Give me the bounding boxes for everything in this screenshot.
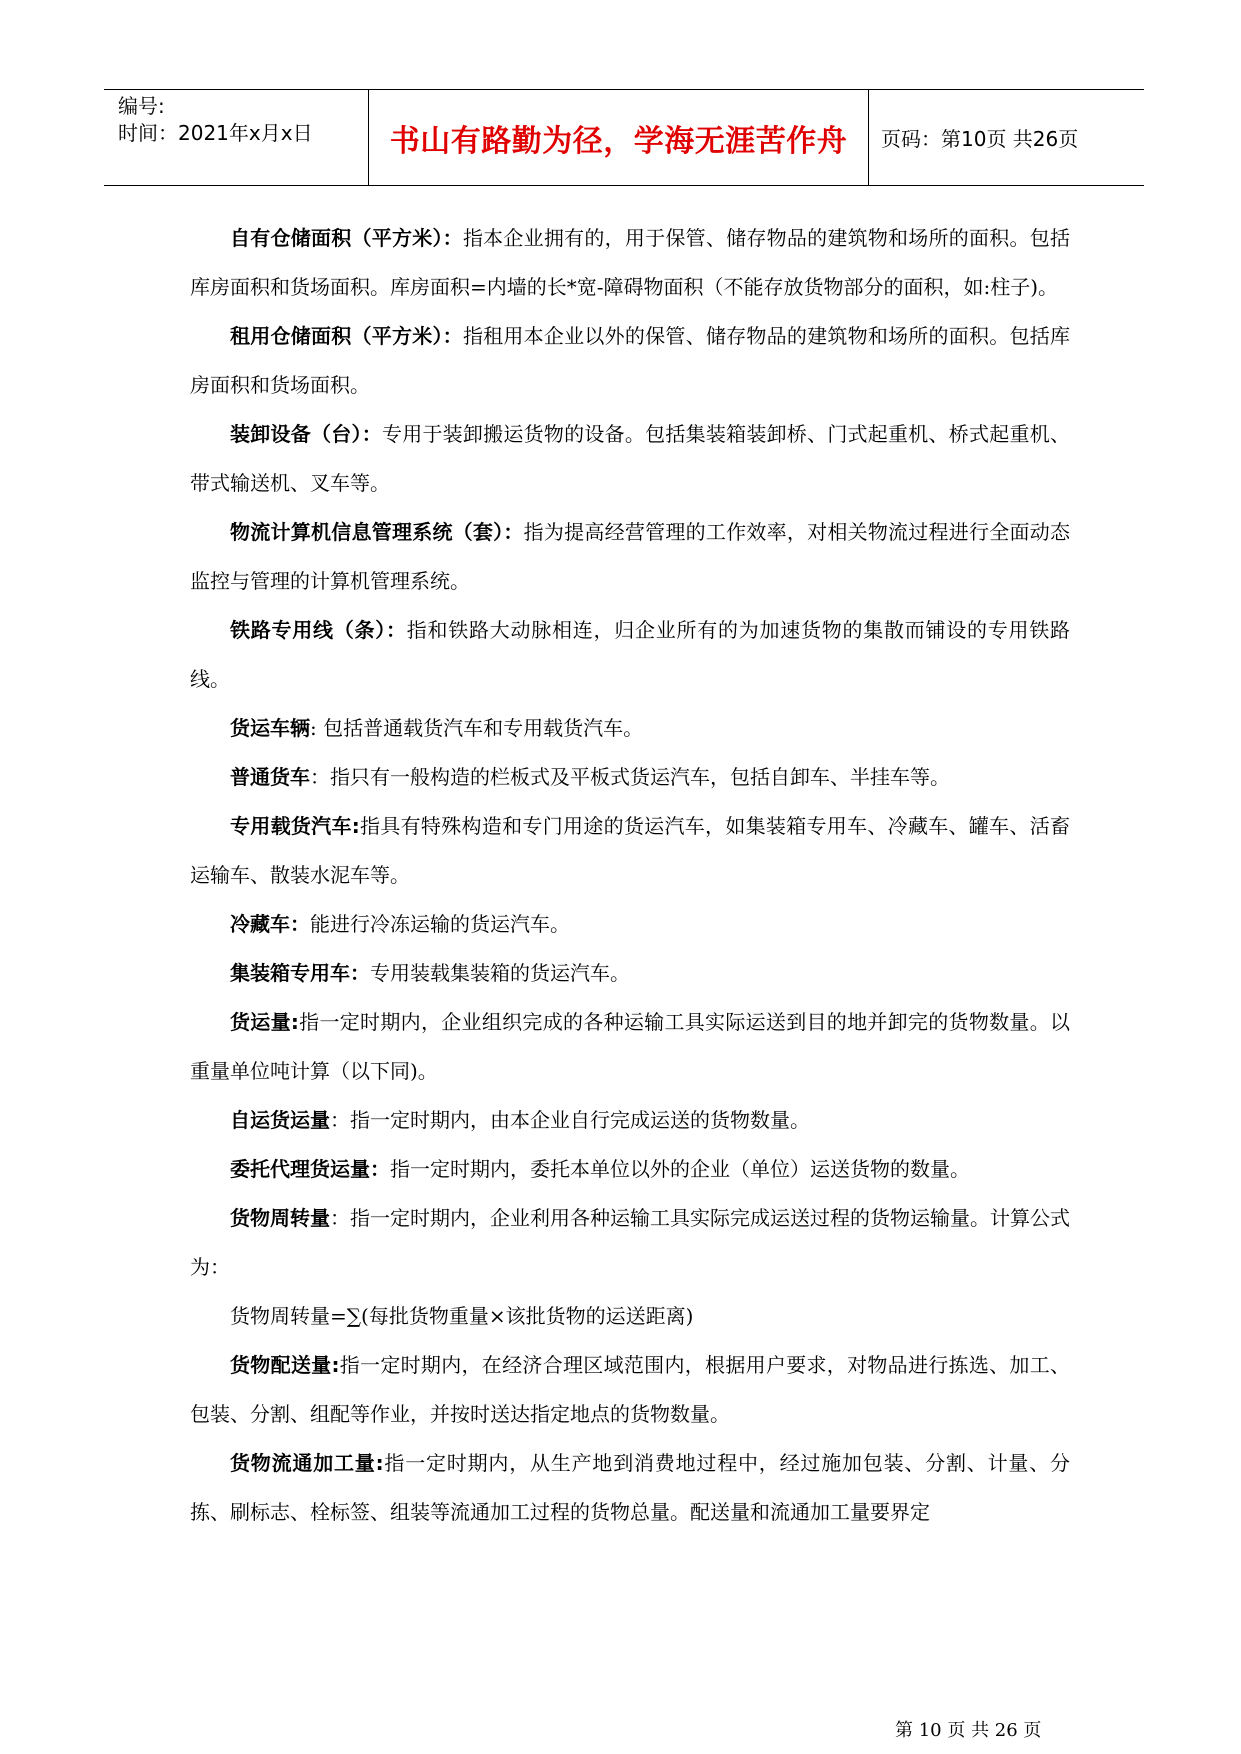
definition: 指一定时期内，企业组织完成的各种运输工具实际运送到目的地并卸完的货物数量。以重量单位吨计算（以下同)。 xyxy=(190,1010,1071,1083)
term: 货运车辆 xyxy=(230,716,310,740)
term: 货物配送量: xyxy=(230,1353,340,1377)
paragraph xyxy=(190,1194,1070,1292)
paragraph xyxy=(190,1096,1070,1145)
header-right-cell xyxy=(869,90,1144,185)
paragraph xyxy=(190,998,1070,1096)
paragraph xyxy=(190,410,1070,508)
paragraph xyxy=(190,900,1070,949)
definition: ：指只有一般构造的栏板式及平板式货运汽车，包括自卸车、半挂车等。 xyxy=(310,765,950,789)
definition: 指一定时期内，在经济合理区域范围内，根据用户要求，对物品进行拣选、加工、包装、分割、组配等作业，并按时送达指定地点的货物数量。 xyxy=(190,1353,1071,1426)
paragraph xyxy=(190,508,1070,606)
term: 货物周转量 xyxy=(230,1206,330,1230)
term: 专用载货汽车: xyxy=(230,814,360,838)
paragraph xyxy=(190,949,1070,998)
definition: 指为提高经营管理的工作效率，对相关物流过程进行全面动态监控与管理的计算机管理系统。 xyxy=(190,520,1071,593)
term: 铁路专用线（条）： xyxy=(230,618,407,642)
paragraph xyxy=(190,704,1070,753)
term: 自运货运量 xyxy=(230,1108,330,1132)
paragraph xyxy=(190,802,1070,900)
term: 货运量: xyxy=(230,1010,299,1034)
term: 自有仓储面积（平方米）： xyxy=(230,226,463,250)
term: 冷藏车： xyxy=(230,912,310,936)
number-label: 编号: xyxy=(118,94,165,118)
term: 普通货车 xyxy=(230,765,310,789)
definition: 专用装载集装箱的货运汽车。 xyxy=(370,961,630,985)
term: 装卸设备（台）： xyxy=(230,422,382,446)
definition: 能进行冷冻运输的货运汽车。 xyxy=(310,912,570,936)
formula-line xyxy=(190,1292,1070,1341)
page-footer: 第 10 页 共 26 页 xyxy=(895,1720,1042,1741)
definition: 专用于装卸搬运货物的设备。包括集装箱装卸桥、门式起重机、桥式起重机、带式输送机、叉车等。 xyxy=(190,422,1071,495)
paragraph xyxy=(190,606,1070,704)
paragraph xyxy=(190,753,1070,802)
header-center-cell xyxy=(369,90,869,185)
formula: 货物周转量=∑(每批货物重量×该批货物的运送距离) xyxy=(230,1304,694,1328)
definition: 指本企业拥有的，用于保管、储存物品的建筑物和场所的面积。包括库房面积和货场面积。库房面积=内墙的长*宽-障碍物面积（不能存放货物部分的面积，如:柱子)。 xyxy=(190,226,1071,299)
definition: ：指一定时期内，由本企业自行完成运送的货物数量。 xyxy=(330,1108,810,1132)
definition: ：指一定时期内，企业利用各种运输工具实际完成运送过程的货物运输量。计算公式为： xyxy=(190,1206,1070,1279)
term: 租用仓储面积（平方米）： xyxy=(230,324,463,348)
paragraph xyxy=(190,312,1070,410)
motto: 书山有路勤为径，学海无涯苦作舟 xyxy=(389,123,848,159)
document-body xyxy=(190,214,1070,1537)
header-left-cell xyxy=(104,90,369,185)
term: 货物流通加工量: xyxy=(230,1451,384,1475)
time-label: 时间：2021年x月x日 xyxy=(118,121,313,145)
definition: 指和铁路大动脉相连，归企业所有的为加速货物的集散而铺设的专用铁路线。 xyxy=(190,618,1070,691)
definition: 指具有特殊构造和专门用途的货运汽车，如集装箱专用车、冷藏车、罐车、活畜运输车、散装水泥车等。 xyxy=(190,814,1071,887)
paragraph xyxy=(190,214,1070,312)
definition: : 包括普通载货汽车和专用载货汽车。 xyxy=(310,716,644,740)
page-label: 页码：第10页 共26页 xyxy=(881,127,1079,151)
paragraph xyxy=(190,1439,1070,1537)
paragraph xyxy=(190,1145,1070,1194)
header-table xyxy=(104,89,1144,186)
definition: 指租用本企业以外的保管、储存物品的建筑物和场所的面积。包括库房面积和货场面积。 xyxy=(190,324,1071,397)
term: 物流计算机信息管理系统（套）： xyxy=(230,520,524,544)
definition: 指一定时期内，委托本单位以外的企业（单位）运送货物的数量。 xyxy=(390,1157,970,1181)
term: 集装箱专用车： xyxy=(230,961,370,985)
term: 委托代理货运量： xyxy=(230,1157,390,1181)
definition: 指一定时期内，从生产地到消费地过程中，经过施加包装、分割、计量、分拣、刷标志、栓标签、组装等流通加工过程的货物总量。配送量和流通加工量要界定 xyxy=(190,1451,1071,1524)
paragraph xyxy=(190,1341,1070,1439)
